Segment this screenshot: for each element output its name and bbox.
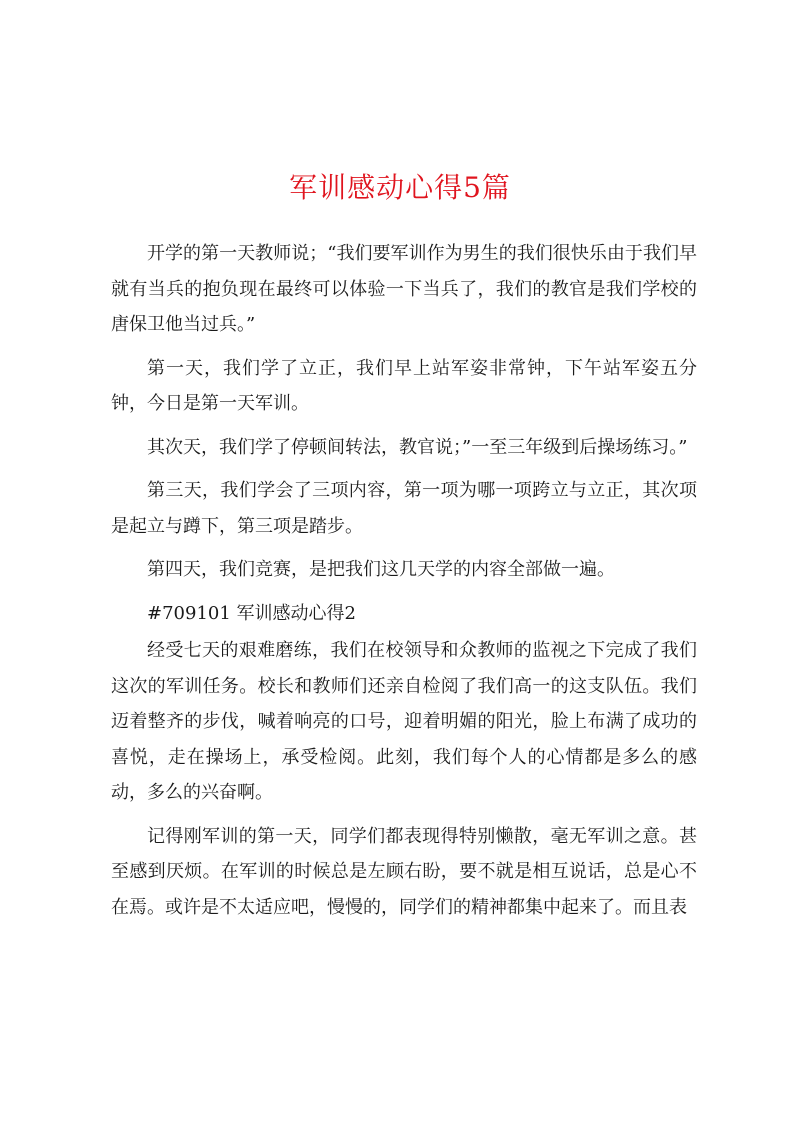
paragraph: 经受七天的艰难磨练，我们在校领导和众教师的监视之下完成了我们这次的军训任务。校长和教师们还亲自检阅了我们高一的这支队伍。我们迈着整齐的步伐，喊着响亮的口号，迎着明媚的阳光，脸上布满了成功的喜悦，走在操场上，承受检阅。此刻，我们每个人的心情都是多么的感动，多么的兴奋啊。 bbox=[111, 640, 697, 803]
section-heading: #709101 军训感动心得2 bbox=[147, 602, 356, 624]
paragraph: 其次天，我们学了停顿间转法，教官说；”一至三年级到后操场练习。” bbox=[147, 436, 688, 458]
paragraph: 开学的第一天教师说；“我们要军训作为男生的我们很快乐由于我们早就有当兵的抱负现在最终可以体验一下当兵了，我们的教官是我们学校的唐保卫他当过兵。” bbox=[111, 243, 697, 335]
paragraph: 记得刚军训的第一天，同学们都表现得特别懒散，毫无军训之意。甚至感到厌烦。在军训的时候总是左顾右盼，要不就是相互说话，总是心不在焉。或许是不太适应吧，慢慢的，同学们的精神都集中起来了。而且表 bbox=[111, 825, 697, 918]
document-title: 军训感动心得5篇 bbox=[289, 171, 511, 204]
paragraph: 第一天，我们学了立正，我们早上站军姿非常钟，下午站军姿五分钟，今日是第一天军训。 bbox=[111, 357, 697, 414]
paragraph: 第四天，我们竞赛，是把我们这几天学的内容全部做一遍。 bbox=[147, 559, 615, 580]
paragraph: 第三天，我们学会了三项内容，第一项为哪一项跨立与立正，其次项是起立与蹲下，第三项是踏步。 bbox=[111, 480, 697, 537]
document-body bbox=[111, 236, 697, 925]
